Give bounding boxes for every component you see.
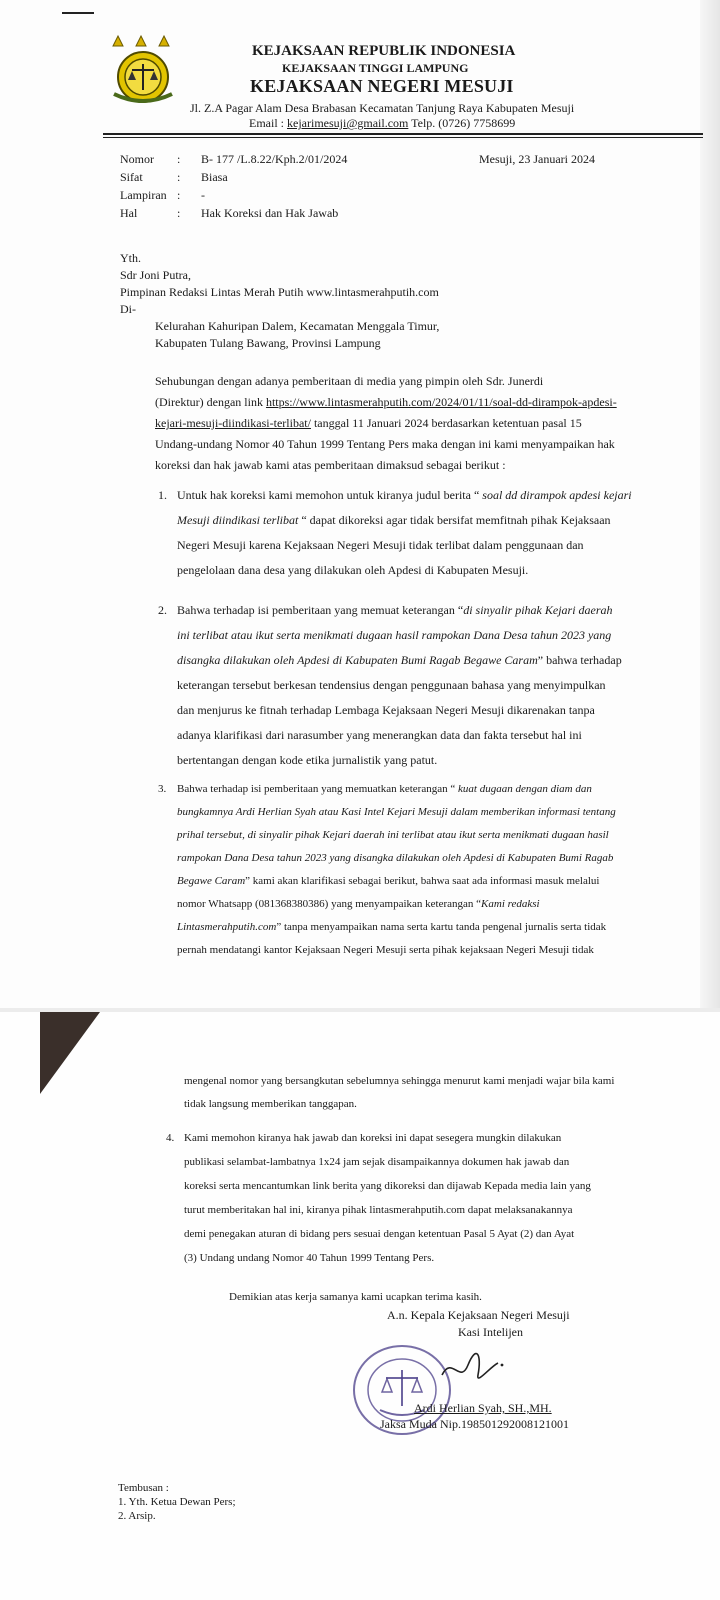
colon: :	[177, 170, 181, 184]
point-3-line-8: pernah mendatangi kantor Kejaksaan Negeri Mesuji serta pihak kejaksaan Negeri Mesuji tidak	[177, 944, 594, 956]
tembusan-item: 1. Yth. Ketua Dewan Pers;	[118, 1496, 236, 1508]
text: nomor Whatsapp (081368380386) yang menyampaikan keterangan “	[177, 898, 482, 910]
point-2-line-3	[177, 650, 622, 671]
email-label: Email :	[249, 116, 287, 130]
recipient-address	[155, 318, 439, 352]
intro-text: tanggal 11 Januari 2024 berdasarkan ketentuan pasal 15	[310, 416, 582, 430]
letter-date: Mesuji, 23 Januari 2024	[479, 152, 595, 166]
point-4-line-3: koreksi serta mencantumkan link berita yang dikoreksi dan dijawab Kepada media lain yang	[184, 1180, 591, 1192]
intro-text: (Direktur) dengan link	[155, 395, 266, 409]
point-1-line-1	[177, 485, 632, 506]
letterhead-line-2: KEJAKSAAN TINGGI LAMPUNG	[282, 61, 469, 75]
closing-sentence: Demikian atas kerja samanya kami ucapkan terima kasih.	[229, 1291, 482, 1303]
letterhead-rule-thin	[103, 137, 703, 138]
text: ” tanpa menyampaikan nama serta kartu tanda pengenal jurnalis serta tidak	[276, 921, 607, 933]
lampiran-value: -	[201, 188, 205, 202]
sifat-value: Biasa	[201, 170, 228, 184]
point-3-cont-2: tidak langsung memberikan tanggapan.	[184, 1098, 357, 1110]
hal-label: Hal	[120, 206, 138, 220]
point-4-line-4: turut memberitakan hal ini, kiranya pihak lintasmerahputih.com dapat melaksanakannya	[184, 1204, 573, 1216]
point-2-line-1	[177, 600, 613, 621]
point-2-line-2	[177, 625, 611, 646]
meta-labels	[120, 150, 167, 222]
point-2-line-5: dan menjurus ke fitnah terhadap Lembaga Kejaksaan Negeri Mesuji dikarenakan tanpa	[177, 703, 595, 717]
email-link[interactable]: kejarimesuji@gmail.com	[287, 116, 409, 130]
sifat-label: Sifat	[120, 170, 143, 184]
italic-text: kuat dugaan dengan diam dan	[458, 783, 592, 795]
point-4-line-5: demi penegakan aturan di bidang pers sesuai dengan ketentuan Pasal 5 Ayat (2) dan Ayat	[184, 1228, 575, 1240]
intro-line-1: Sehubungan dengan adanya pemberitaan di media yang pimpin oleh Sdr. Junerdi	[155, 374, 544, 388]
point-2-number: 2.	[158, 603, 167, 617]
tembusan-title: Tembusan :	[118, 1482, 169, 1494]
handwritten-signature-icon	[438, 1345, 508, 1390]
point-3-number: 3.	[158, 783, 167, 795]
text: ” kami akan klarifikasi sebagai berikut, bahwa saat ada informasi masuk melalui	[245, 875, 600, 887]
point-3-line-1	[177, 782, 592, 797]
letter-page-2	[0, 1012, 720, 1600]
signature-title-2: Kasi Intelijen	[458, 1325, 523, 1339]
tembusan-block	[118, 1481, 236, 1523]
recipient-name: Sdr Joni Putra,	[120, 268, 192, 282]
point-3-line-5	[177, 874, 599, 889]
text: Bahwa terhadap isi pemberitaan yang memuatkan keterangan “	[177, 783, 458, 795]
hal-value: Hak Koreksi dan Hak Jawab	[201, 206, 339, 220]
italic-text: Mesuji diindikasi terlibat	[177, 513, 299, 527]
italic-text: ini terlibat atau ikut serta menikmati dugaan hasil rampokan Dana Desa tahun 2023 yang	[177, 628, 612, 642]
intro-line-4: Undang-undang Nomor 40 Tahun 1999 Tentang Pers maka dengan ini kami menyampaikan hak	[155, 437, 615, 451]
italic-text: Lintasmerahputih.com	[177, 921, 277, 933]
text: Bahwa terhadap isi pemberitaan yang memuat keterangan “	[177, 603, 464, 617]
point-3-line-7	[177, 920, 606, 935]
signature-title-1: A.n. Kepala Kejaksaan Negeri Mesuji	[387, 1308, 570, 1322]
point-1-line-3: Negeri Mesuji karena Kejaksaan Negeri Mesuji tidak terlibat dalam penggunaan dan	[177, 538, 584, 552]
point-3-line-2: bungkamnya Ardi Herlian Syah atau Kasi Intel Kejari Mesuji dalam memberikan informasi tentang	[177, 806, 616, 818]
italic-text: soal dd dirampok apdesi kejari	[482, 488, 632, 502]
letterhead-rule-thick	[103, 133, 703, 135]
signatory-name: Ardi Herlian Syah, SH.,MH.	[414, 1401, 552, 1415]
point-4-line-1: Kami memohon kiranya hak jawab dan koreksi ini dapat sesegera mungkin dilakukan	[184, 1132, 562, 1144]
scan-mark	[62, 12, 94, 14]
point-2-line-7: bertentangan dengan kode etika jurnalistik yang patut.	[177, 753, 438, 767]
point-2-line-4: keterangan tersebut berkesan tendensius dengan penggunaan bahasa yang menyimpulkan	[177, 678, 606, 692]
recipient-di: Di-	[120, 302, 136, 316]
article-link-1[interactable]: https://www.lintasmerahputih.com/2024/01/11/soal-dd-dirampok-apdesi-	[265, 395, 617, 409]
point-1-line-2	[177, 510, 611, 531]
page-shadow	[700, 0, 720, 1010]
colon: :	[177, 206, 181, 220]
colon: :	[177, 188, 181, 202]
meta-colons	[177, 150, 180, 222]
lampiran-label: Lampiran	[120, 188, 167, 202]
point-4-number: 4.	[166, 1132, 175, 1144]
kejaksaan-emblem-icon	[104, 34, 182, 106]
letterhead-line-3: KEJAKSAAN NEGERI MESUJI	[250, 76, 514, 96]
recipient-block	[120, 250, 439, 318]
nomor-value: B- 177 /L.8.22/Kph.2/01/2024	[201, 152, 348, 166]
italic-text: Kami redaksi	[481, 898, 540, 910]
recipient-address-2: Kabupaten Tulang Bawang, Provinsi Lampung	[155, 336, 381, 350]
meta-values	[201, 150, 347, 222]
signatory-nip: Jaksa Muda Nip.198501292008121001	[380, 1417, 569, 1431]
point-3-line-6	[177, 897, 540, 912]
point-2-line-6: adanya klarifikasi dari narasumber yang menerangkan data dan fakta tersebut hal ini	[177, 728, 582, 742]
point-1-number: 1.	[158, 488, 167, 502]
italic-text: di sinyalir pihak Kejari daerah	[463, 603, 613, 617]
colon: :	[177, 152, 181, 166]
intro-line-3	[155, 413, 582, 434]
phone: Telp. (0726) 7758699	[408, 116, 516, 130]
italic-text: disangka dilakukan oleh Apdesi di Kabupaten Bumi Ragab Begawe Caram	[177, 653, 538, 667]
point-1-line-4: pengelolaan dana desa yang dilakukan oleh Apdesi di Kabupaten Mesuji.	[177, 563, 529, 577]
point-4-line-6: (3) Undang undang Nomor 40 Tahun 1999 Tentang Pers.	[184, 1252, 435, 1264]
point-3-line-4: rampokan Dana Desa tahun 2023 yang disangka dilakukan oleh Apdesi di Kabupaten Bumi Ragab	[177, 852, 614, 864]
text: ” bahwa terhadap	[537, 653, 622, 667]
intro-line-2	[155, 392, 617, 413]
italic-text: Begawe Caram	[177, 875, 246, 887]
recipient-position: Pimpinan Redaksi Lintas Merah Putih www.lintasmerahputih.com	[120, 285, 439, 299]
letterhead-line-1: KEJAKSAAN REPUBLIK INDONESIA	[252, 43, 516, 59]
point-3-line-3: prihal tersebut, di sinyalir pihak Kejari daerah ini terlibat atau ikut serta menikmati dugaan hasil	[177, 829, 609, 841]
point-3-cont-1: mengenal nomor yang bersangkutan sebelumnya sehingga menurut kami menjadi wajar bila kami	[184, 1075, 615, 1087]
recipient-address-1: Kelurahan Kahuripan Dalem, Kecamatan Menggala Timur,	[155, 319, 440, 333]
recipient-yth: Yth.	[120, 251, 141, 265]
text: “ dapat dikoreksi agar tidak bersifat memfitnah pihak Kejaksaan	[298, 513, 611, 527]
letterhead-contact	[249, 116, 515, 131]
point-4-line-2: publikasi selambat-lambatnya 1x24 jam sejak disampaikannya dokumen hak jawab dan	[184, 1156, 570, 1168]
paper-fold-shadow	[40, 1012, 100, 1094]
letterhead-address: Jl. Z.A Pagar Alam Desa Brabasan Kecamatan Tanjung Raya Kabupaten Mesuji	[190, 101, 575, 115]
intro-line-5: koreksi dan hak jawab kami atas pemberitaan dimaksud sebagai berikut :	[155, 458, 506, 472]
text: Untuk hak koreksi kami memohon untuk kiranya judul berita “	[177, 488, 483, 502]
tembusan-item: 2. Arsip.	[118, 1510, 156, 1522]
article-link-2[interactable]: kejari-mesuji-diindikasi-terlibat/	[155, 416, 311, 430]
nomor-label: Nomor	[120, 152, 154, 166]
